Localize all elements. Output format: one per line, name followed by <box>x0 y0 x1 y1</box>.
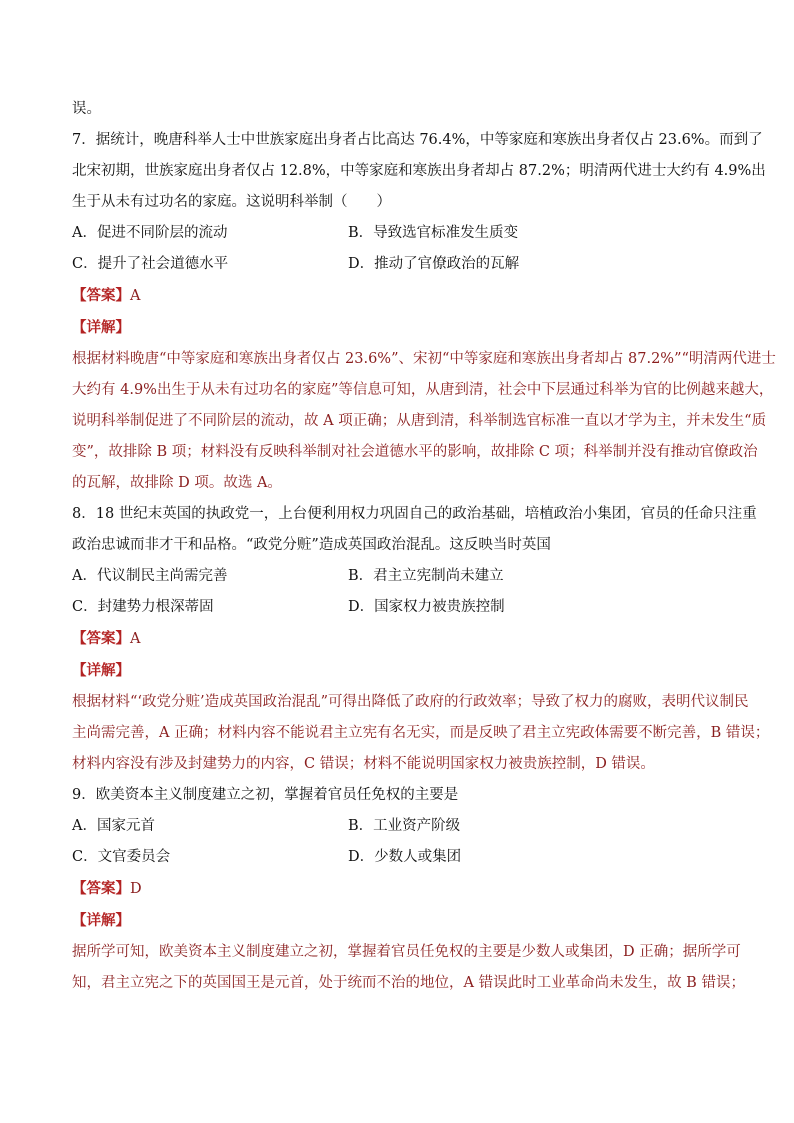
explanation-line: 主尚需完善，A 正确；材料内容不能说君主立宪有名无实，而是反映了君主立宪政体需要不断完善，B 错误； <box>72 725 770 741</box>
question-stem-line: 7．据统计，晚唐科举人士中世族家庭出身者占比高达 76.4%，中等家庭和寒族出身者仅占 23.6%。而到了 <box>72 132 763 148</box>
answer-line <box>72 280 724 312</box>
answer-label: 【答案】 <box>72 630 130 647</box>
options-row <box>72 811 724 842</box>
question-stem-line: 9．欧美资本主义制度建立之初，掌握着官员任免权的主要是 <box>72 787 459 803</box>
options-row <box>72 249 724 280</box>
explanation-line: 说明科举制促进了不同阶层的流动，故 A 项正确；从唐到清，科举制选官标准一直以才学为主，并未发生“质 <box>72 413 767 429</box>
explanation-line: 据所学可知，欧美资本主义制度建立之初，掌握着官员任免权的主要是少数人或集团，D 正确；据所学可 <box>72 944 741 960</box>
option-a: A．国家元首 <box>72 818 155 834</box>
option-a: A．代议制民主尚需完善 <box>72 568 228 584</box>
option-b: B．君主立宪制尚未建立 <box>348 568 504 584</box>
answer-line <box>72 623 724 655</box>
option-b: B．导致选官标准发生质变 <box>348 225 519 241</box>
question-7 <box>72 125 776 499</box>
document-page <box>72 94 776 999</box>
explanation-line: 根据材料晚唐“中等家庭和寒族出身者仅占 23.6%”、宋初“中等家庭和寒族出身者却占 87.2%”“明清两代进士 <box>72 351 776 367</box>
detail-line <box>72 905 724 937</box>
explanation-line: 根据材料“‘政党分赃’造成英国政治混乱”可得出降低了政府的行政效率；导致了权力的腐败，表明代议制民 <box>72 694 749 710</box>
explanation-line: 材料内容没有涉及封建势力的内容，C 错误；材料不能说明国家权力被贵族控制，D 错误。 <box>72 756 655 772</box>
option-d: D．少数人或集团 <box>348 849 462 865</box>
answer-label: 【答案】 <box>72 287 130 304</box>
explanation-line: 的瓦解，故排除 D 项。故选 A。 <box>72 475 282 491</box>
question-stem-line: 生于从未有过功名的家庭。这说明科举制（ ） <box>72 194 391 210</box>
detail-label: 【详解】 <box>72 912 130 929</box>
question-9 <box>72 780 745 999</box>
option-d: D．推动了官僚政治的瓦解 <box>348 256 520 272</box>
options-row <box>72 561 724 592</box>
detail-line <box>72 312 724 344</box>
option-b: B．工业资产阶级 <box>348 818 461 834</box>
detail-line <box>72 655 724 687</box>
explanation-line: 大约有 4.9%出生于从未有过功名的家庭”等信息可知，从唐到清，社会中下层通过科举为官的比例越来越大， <box>72 382 774 398</box>
option-a: A．促进不同阶层的流动 <box>72 225 228 241</box>
option-c: C．封建势力根深蒂固 <box>72 599 214 615</box>
detail-label: 【详解】 <box>72 319 130 336</box>
options-row <box>72 218 724 249</box>
option-c: C．文官委员会 <box>72 849 171 865</box>
answer-value: A <box>130 288 141 304</box>
answer-value: D <box>130 881 142 897</box>
question-stem-line: 北宋初期，世族家庭出身者仅占 12.8%，中等家庭和寒族出身者却占 87.2%；明清两代进士大约有 4.9%出 <box>72 163 766 179</box>
explanation-line: 知，君主立宪之下的英国国王是元首，处于统而不治的地位，A 错误此时工业革命尚未发生，故 B 错误； <box>72 975 745 991</box>
question-stem-line: 政治忠诚而非才干和品格。“政党分赃”造成英国政治混乱。这反映当时英国 <box>72 537 551 553</box>
answer-value: A <box>130 631 141 647</box>
answer-line <box>72 873 724 905</box>
explanation-line: 变”，故排除 B 项；材料没有反映科举制对社会道德水平的影响，故排除 C 项；科举制并没有推动官僚政治 <box>72 444 758 460</box>
answer-label: 【答案】 <box>72 880 130 897</box>
options-row <box>72 842 724 873</box>
detail-label: 【详解】 <box>72 662 130 679</box>
options-row <box>72 592 724 623</box>
option-c: C．提升了社会道德水平 <box>72 256 229 272</box>
intro-text: 误。 <box>72 101 101 117</box>
question-8 <box>72 499 770 780</box>
option-d: D．国家权力被贵族控制 <box>348 599 505 615</box>
question-stem-line: 8．18 世纪末英国的执政党一，上台便利用权力巩固自己的政治基础，培植政治小集团，官员的任命只注重 <box>72 506 757 522</box>
